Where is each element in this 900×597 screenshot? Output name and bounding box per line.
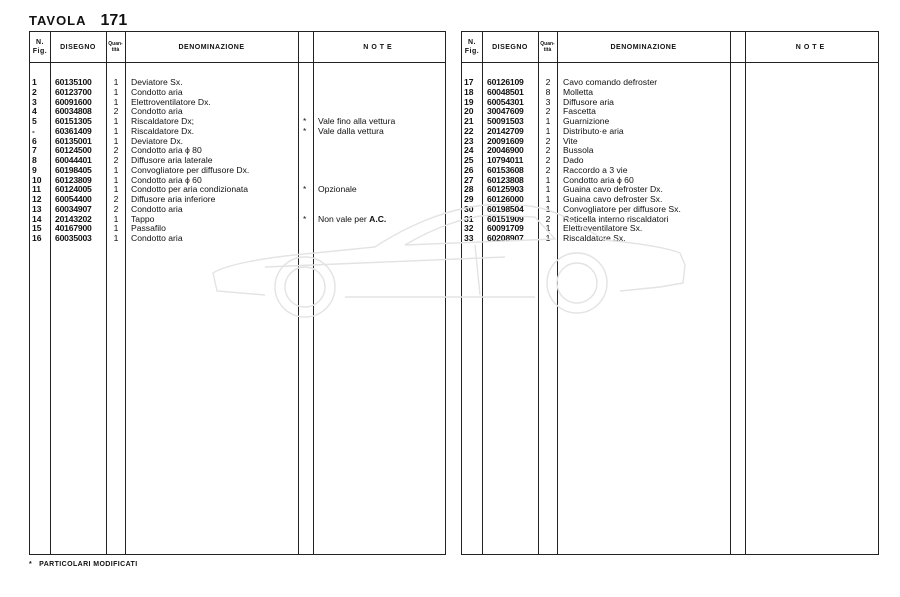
part-code: 60198504 [487, 203, 524, 214]
part-description: Condotto aria [131, 86, 183, 97]
header-disegno: DISEGNO [60, 43, 96, 51]
fig-number: 15 [32, 223, 42, 234]
part-code: 60124500 [55, 145, 92, 156]
quantity: 1 [113, 223, 119, 234]
fig-number: 27 [464, 174, 474, 185]
table-row [30, 166, 445, 176]
part-code: 60034808 [55, 106, 92, 117]
table-row [462, 156, 878, 166]
fig-number: 30 [464, 203, 474, 214]
quantity: 2 [113, 203, 119, 214]
header-quantita: Quan- tità [108, 41, 123, 53]
quantity: 2 [113, 106, 119, 117]
fig-number: 25 [464, 155, 474, 165]
table-row [462, 117, 878, 127]
header-note: NOTE [363, 43, 395, 51]
quantity: 1 [113, 213, 119, 224]
quantity: 1 [545, 203, 551, 214]
fig-number: 24 [464, 145, 474, 156]
quantity: 1 [113, 135, 119, 146]
part-code: 60135100 [55, 77, 92, 87]
part-note: Non vale per A.C. [318, 213, 387, 224]
table-row [30, 127, 445, 137]
header-denominazione: DENOMINAZIONE [178, 43, 245, 51]
fig-number: 5 [32, 116, 37, 126]
page-title [29, 12, 127, 30]
part-code: 60124005 [55, 184, 92, 195]
quantity: 2 [545, 135, 551, 146]
header-denominazione: DENOMINAZIONE [610, 43, 677, 51]
table-row [462, 166, 878, 176]
table-row [30, 78, 445, 88]
part-code: 20046900 [487, 145, 524, 156]
table-row [462, 78, 878, 88]
part-code: 50091503 [487, 116, 524, 126]
part-note: Vale fino alla vettura [318, 116, 396, 126]
quantity: 1 [545, 233, 551, 243]
table-row [30, 137, 445, 147]
fig-number: 28 [464, 184, 474, 195]
quantity: 2 [113, 194, 119, 204]
quantity: 2 [545, 77, 551, 87]
part-code: 60135001 [55, 135, 92, 146]
part-code: 60151305 [55, 116, 92, 126]
quantity: 1 [113, 125, 119, 136]
car-silhouette-icon [205, 195, 695, 325]
fig-number: 29 [464, 194, 474, 204]
header-disegno: DISEGNO [492, 43, 528, 51]
part-code: 60198405 [55, 164, 92, 175]
fig-number: 6 [32, 135, 37, 146]
fig-number: 1 [32, 77, 37, 87]
part-code: 60126000 [487, 194, 524, 204]
part-code: 60123808 [487, 174, 524, 185]
part-description: Deviatore Dx. [131, 135, 184, 146]
part-description: Riscaldatore Dx; [131, 116, 195, 126]
footer-text: PARTICOLARI MODIFICATI [39, 561, 138, 568]
part-description: Reticella interno riscaldatori [563, 213, 669, 224]
fig-number: 26 [464, 164, 474, 175]
quantity: 1 [545, 174, 551, 185]
modified-mark: * [303, 184, 307, 195]
part-description: Condotto aria ϕ 60 [131, 174, 202, 185]
part-description: Convogliatore per diffusore Dx. [131, 164, 250, 175]
part-code: 60125903 [487, 184, 524, 195]
quantity: 1 [113, 116, 119, 126]
quantity: 2 [545, 145, 551, 156]
part-code: 60048501 [487, 86, 524, 97]
part-description: Molletta [563, 86, 594, 97]
part-description: Deviatore Sx. [131, 77, 183, 87]
part-code: 60054301 [487, 96, 524, 107]
quantity: 1 [545, 184, 551, 195]
part-description: Condotto aria ϕ 60 [563, 174, 634, 185]
fig-number: 23 [464, 135, 474, 146]
part-code: 20091609 [487, 135, 524, 146]
quantity: 1 [113, 77, 119, 87]
part-description: Elettroventilatore Sx. [563, 223, 643, 234]
part-note: Opzionale [318, 184, 357, 195]
part-description: Riscaldatore Sx. [563, 233, 626, 243]
table-row [462, 176, 878, 186]
part-description: Fascetta [563, 106, 596, 117]
part-description: Diffusore aria inferiore [131, 194, 216, 204]
table-row [462, 98, 878, 108]
quantity: 1 [545, 116, 551, 126]
table-row [30, 98, 445, 108]
part-code: 60123700 [55, 86, 92, 97]
page-title-label: TAVOLA [29, 13, 87, 28]
fig-number: 12 [32, 194, 42, 204]
part-code: 40167900 [55, 223, 92, 234]
part-description: Vite [563, 135, 578, 146]
quantity: 1 [113, 86, 119, 97]
header-quantita: Quan- tità [540, 41, 555, 53]
part-description: Distributo·e aria [563, 125, 624, 136]
table-row [30, 185, 445, 195]
part-code: 60091709 [487, 223, 524, 234]
fig-number: 21 [464, 116, 474, 126]
part-description: Condotto per aria condizionata [131, 184, 249, 195]
part-code: 60035003 [55, 233, 92, 243]
quantity: 1 [545, 223, 551, 234]
table-row [30, 88, 445, 98]
fig-number: 8 [32, 155, 37, 165]
part-description: Condotto aria [131, 106, 183, 117]
header-note: NOTE [795, 43, 828, 51]
part-description: Guarnizione [563, 116, 610, 126]
part-code: 60091600 [55, 96, 92, 107]
part-description: Tappo [131, 213, 155, 224]
table-row [462, 146, 878, 156]
quantity: 1 [545, 125, 551, 136]
part-note: Vale dalla vettura [318, 125, 384, 136]
table-row [30, 146, 445, 156]
part-code: 60151909 [487, 213, 524, 224]
quantity: 1 [113, 174, 119, 185]
fig-number: 17 [464, 77, 474, 87]
fig-number: 10 [32, 174, 42, 185]
part-description: Cavo comando defroster [563, 77, 658, 87]
fig-number: 16 [32, 233, 42, 243]
quantity: 2 [545, 106, 551, 117]
footer-legend [29, 561, 138, 568]
fig-number: 19 [464, 96, 474, 107]
fig-number: 14 [32, 213, 42, 224]
part-code: 60054400 [55, 194, 92, 204]
fig-number: 4 [32, 106, 37, 117]
part-description: Dado [563, 155, 584, 165]
part-description: Passafilo [131, 223, 166, 234]
quantity: 2 [545, 164, 551, 175]
modified-mark: * [303, 213, 307, 224]
part-description: Raccordo a 3 vie [563, 164, 628, 175]
page-number: 171 [100, 12, 128, 29]
fig-number: - [32, 125, 35, 136]
table-row [462, 137, 878, 147]
part-description: Condotto aria ϕ 80 [131, 145, 202, 156]
part-note-bold: A.C. [369, 213, 387, 224]
part-description: Riscaldatore Dx. [131, 125, 195, 136]
modified-mark: * [303, 116, 307, 126]
quantity: 2 [545, 155, 551, 165]
table-row [462, 88, 878, 98]
fig-number: 3 [32, 96, 37, 107]
part-description: Condotto aria [131, 203, 183, 214]
part-description: Elettroventilatore Dx. [131, 96, 211, 107]
modified-mark: * [303, 125, 307, 136]
fig-number: 2 [32, 86, 37, 97]
footer-asterisk: * [29, 561, 33, 568]
part-code: 20142709 [487, 125, 524, 136]
quantity: 1 [113, 164, 119, 175]
header-nfig: N. Fig. [464, 39, 480, 55]
table-row [462, 107, 878, 117]
part-code: 60044401 [55, 155, 92, 165]
part-description: Guaina cavo defroster Dx. [563, 184, 663, 195]
fig-number: 18 [464, 86, 474, 97]
fig-number: 32 [464, 223, 474, 234]
quantity: 2 [113, 145, 119, 156]
part-code: 30047609 [487, 106, 524, 117]
quantity: 1 [113, 96, 119, 107]
fig-number: 13 [32, 203, 42, 214]
fig-number: 11 [32, 184, 42, 195]
fig-number: 33 [464, 233, 474, 243]
part-description: Guaina cavo defroster Sx. [563, 194, 663, 204]
part-code: 60361409 [55, 125, 92, 136]
header-nfig: N. Fig. [32, 39, 48, 55]
part-code: 10794011 [487, 155, 524, 165]
part-description: Condotto aria [131, 233, 183, 243]
table-row [462, 127, 878, 137]
quantity: 1 [113, 184, 119, 195]
part-code: 60153608 [487, 164, 524, 175]
fig-number: 20 [464, 106, 474, 117]
fig-number: 22 [464, 125, 474, 136]
part-description: Bussola [563, 145, 594, 156]
quantity: 2 [113, 155, 119, 165]
quantity: 8 [545, 86, 551, 97]
quantity: 3 [545, 96, 551, 107]
part-code: 60034907 [55, 203, 92, 214]
fig-number: 7 [32, 145, 37, 156]
part-code: 60123809 [55, 174, 92, 185]
fig-number: 9 [32, 164, 37, 175]
part-description: Convogliatore per diffusore Sx. [563, 203, 681, 214]
quantity: 1 [113, 233, 119, 243]
part-description: Diffusore aria [563, 96, 614, 107]
part-description: Diffusore aria laterale [131, 155, 213, 165]
table-row [462, 185, 878, 195]
fig-number: 31 [464, 213, 474, 224]
quantity: 1 [545, 194, 551, 204]
part-code: 60208907 [487, 233, 524, 243]
quantity: 2 [545, 213, 551, 224]
part-code: 60126109 [487, 77, 524, 87]
part-code: 20143202 [55, 213, 92, 224]
